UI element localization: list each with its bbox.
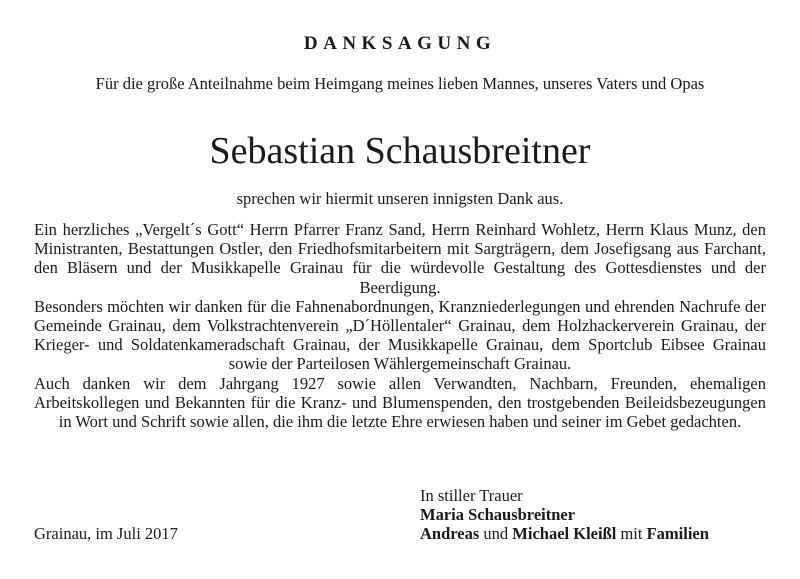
conjunction-mit: mit (620, 524, 643, 543)
conjunction-und: und (483, 524, 509, 543)
thanks-line: sprechen wir hiermit unseren innigsten Dank aus. (236, 189, 564, 208)
signer-michael: Michael Kleißl (512, 524, 617, 543)
signature-block (420, 486, 709, 543)
paragraph-relatives: Auch danken wir dem Jahrgang 1927 sowie allen Verwandten, Nachbarn, Freunden, ehemaligen Arbeitskollegen und Bekannten für die Kranz- und Blumenspenden, den trostgebenden Beileidsbezeugungen in Wort und Schrift sowie allen, die ihm die letzte Ehre erwiesen haben und seiner im Gebet gedachten. (34, 373, 766, 432)
acknowledgement-body (34, 220, 766, 431)
paragraph-clergy: Ein herzliches „Vergelt´s Gott“ Herrn Pfarrer Franz Sand, Herrn Reinhard Wohletz, Herrn Klaus Munz, den Ministranten, Bestattungen Ostler, den Friedhofsmitarbeitern mit Sargträgern, dem Josefigsang aus Farchant, den Bläsern und der Musikkapelle Grainau für die würdevolle Gestaltung des Gottesdienstes und der Beerdigung. (34, 220, 766, 297)
notice-title: DANKSAGUNG (303, 33, 497, 54)
place-date: Grainau, im Juli 2017 (34, 524, 178, 543)
mourning-line: In stiller Trauer (420, 486, 523, 505)
paragraph-associations: Besonders möchten wir danken für die Fahnenabordnungen, Kranzniederlegungen und ehrenden Nachrufe der Gemeinde Grainau, dem Volkstrachtenverein „D´Höllentaler“ Grainau, dem Holzhackerverein Grainau, der Krieger- und Soldatenkameradschaft Grainau, der Musikkapelle Grainau, dem Sportclub Eibsee Grainau sowie der Parteilosen Wählergemeinschaft Grainau. (34, 296, 766, 374)
signer-maria: Maria Schausbreitner (420, 505, 576, 524)
signer-familien: Familien (646, 524, 709, 543)
signer-families-line (420, 524, 709, 543)
signer-andreas: Andreas (420, 524, 480, 543)
deceased-name: Sebastian Schausbreitner (209, 130, 591, 172)
intro-text: Für die große Anteilnahme beim Heimgang meines lieben Mannes, unseres Vaters und Opas (95, 74, 705, 93)
